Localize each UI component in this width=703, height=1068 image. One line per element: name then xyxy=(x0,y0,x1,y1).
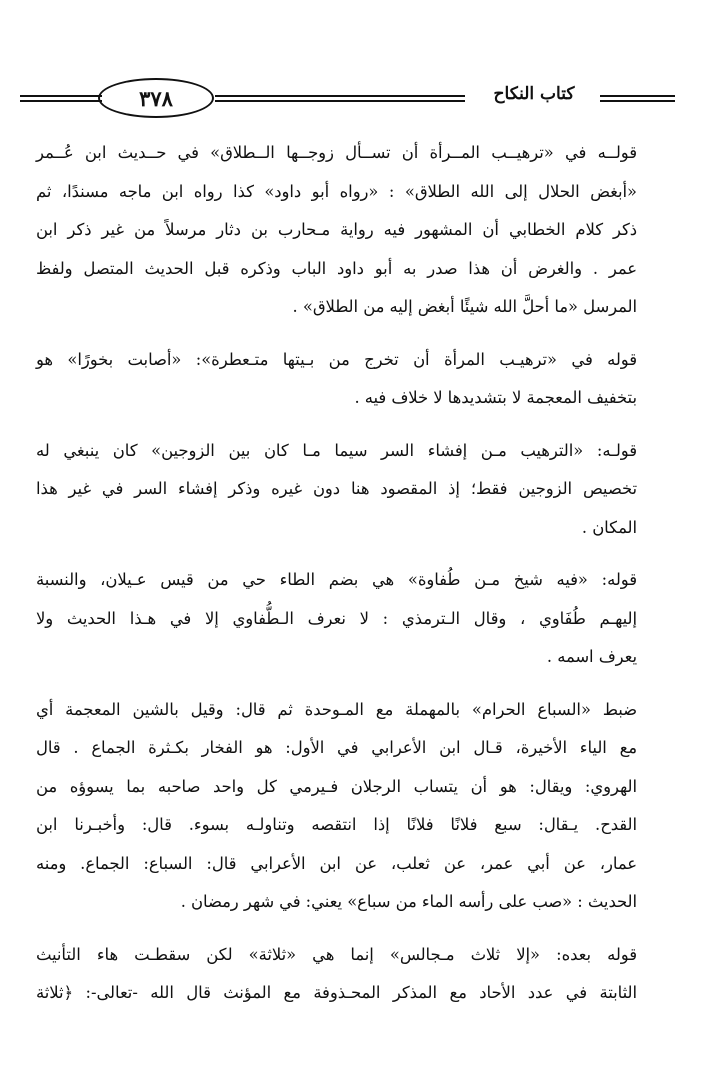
text-line: الهروي: ويقال: هو أن يتساب الرجلان فـيرمي كل واحد صاحبه بما يسوؤه من xyxy=(36,776,637,796)
text-line: عمر . والغرض أن هذا صدر به أبو داود الباب وذكره قبل الحديث المتصل ولفظ xyxy=(36,258,637,278)
text-line: المرسل «ما أحلَّ الله شيئًا أبغض إليه من الطلاق» . xyxy=(292,297,637,316)
paragraph-divorce xyxy=(36,134,669,327)
text-line: ضبط «السباع الحرام» بالمهملة مع المـوحدة ثم قال: وقيل بالشين المعجمة أي xyxy=(36,699,637,719)
paragraph-tufawa xyxy=(36,561,669,677)
text-line: عمار، عن أبي عمر، عن ثعلب، عن ابن الأعرابي قال: السباع: الجماع. ومنه xyxy=(36,853,637,873)
text-line: قوله بعده: «إلا ثلاث مـجالس» إنما هي «ثلاثة» لكن سقطـت هاء التأنيث xyxy=(36,944,637,964)
text-line: القدح. يـقال: سبع فلانًا فلانًا إذا انتقصه وتناولـه بسوء. قال: وأخبـرنا ابن xyxy=(36,815,637,834)
text-line: إليهـم طُفَاوي ، وقال الـترمذي : لا نعرف الـطُّفاوي إلا في هـذا الحديث ولا xyxy=(36,608,637,628)
header-rule-right xyxy=(600,95,675,102)
header-rule-middle xyxy=(215,95,465,102)
text-line: قولــه في «ترهيــب المــرأة أن تســأل زوجــها الــطلاق» في حــديث ابن عُــمر xyxy=(36,143,637,162)
text-line: يعرف اسمه . xyxy=(546,647,637,666)
header-rule-left xyxy=(20,95,102,102)
text-line: تخصيص الزوجين فقط؛ إذ المقصود هنا دون غيره وذكر إفشاء السر في غير هذا xyxy=(36,479,637,498)
text-line: الثابتة في عدد الأحاد مع المذكر المحـذوفة مع المؤنث قال الله -تعالى-: ﴿ثلاثة xyxy=(36,983,637,1002)
text-line: مع الياء الأخيرة، قـال ابن الأعرابي في الأول: هو الفخار بكـثرة الجماع . قال xyxy=(36,738,637,757)
book-title: كتاب النكاح xyxy=(493,84,575,104)
text-line: «أبغض الحلال إلى الله الطلاق» : «رواه أبو داود» كذا رواه ابن ماجه مسندًا، ثم xyxy=(36,181,637,201)
text-line: قولـه: «الترهيب مـن إفشاء السر سيما مـا كان بين الزوجين» كان ينبغي له xyxy=(36,440,637,460)
paragraph-secret xyxy=(36,432,669,548)
page-header xyxy=(20,78,675,120)
paragraph-thalath xyxy=(36,936,669,1013)
text-line: المكان . xyxy=(581,517,637,537)
text-line: قوله في «ترهيـب المرأة أن تخرج من بـيتها متـعطرة»: «أصابت بخورًا» هو xyxy=(36,349,637,369)
text-line: ذكر كلام الخطابي أن المشهور فيه رواية مـحارب بن دثار مرسلاً من غير ذكر ابن xyxy=(36,220,637,239)
paragraph-perfume xyxy=(36,341,669,418)
text-line: بتخفيف المعجمة لا بتشديدها لا خلاف فيه . xyxy=(354,388,637,407)
page-body xyxy=(36,134,669,1027)
text-line: الحديث : «صب على رأسه الماء من سباع» يعني: في شهر رمضان . xyxy=(180,892,637,911)
text-line: قوله: «فيه شيخ مـن طُفاوة» هي بضم الطاء حي من قيس عـيلان، والنسبة xyxy=(36,570,637,589)
paragraph-sibaa xyxy=(36,691,669,922)
page-number: ٣٧٨ xyxy=(98,78,214,118)
